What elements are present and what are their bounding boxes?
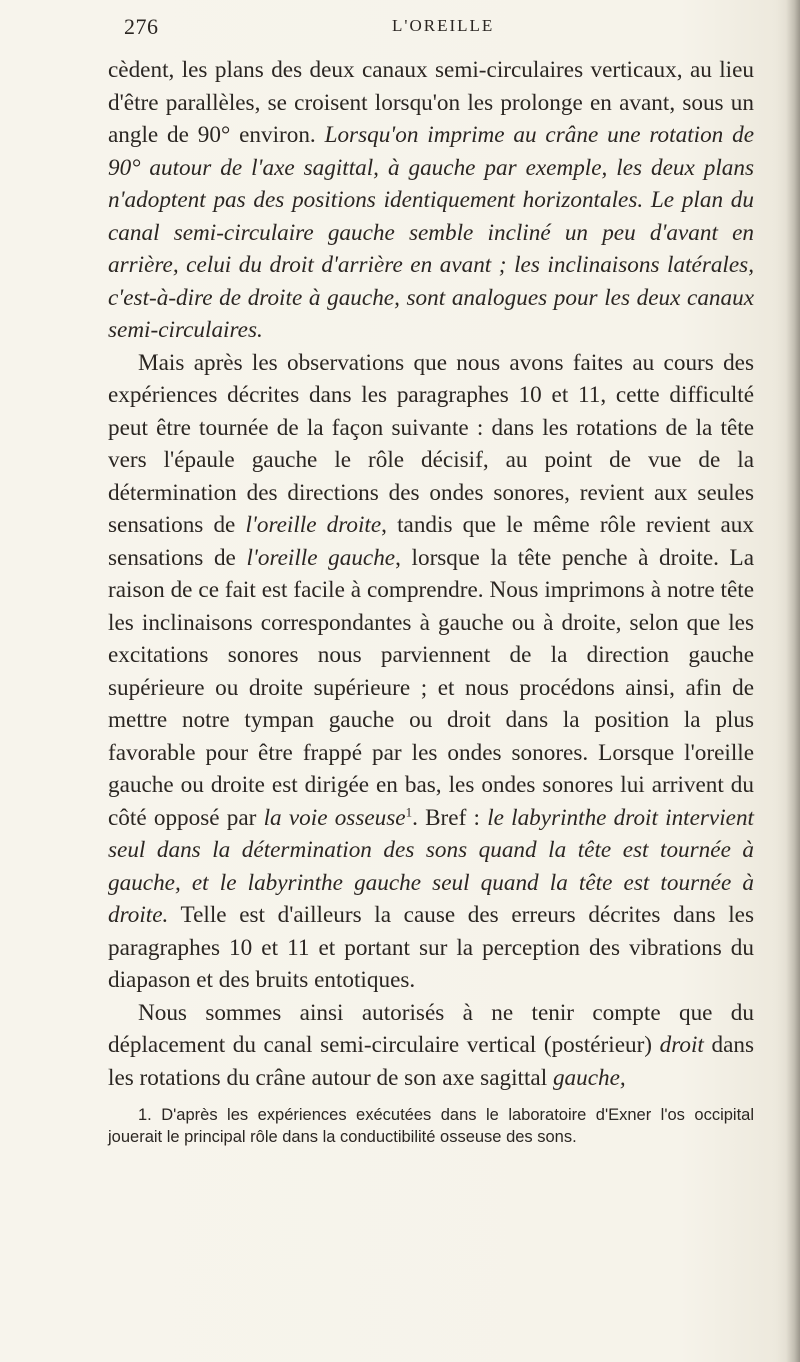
text-run: cèdent, les plans des deux canaux semi-circulaires verticaux, au lieu d'être parallèles, se croisent lorsqu'on les prolonge en avant, sous un angle de 90° environ. (108, 57, 754, 148)
page-edge-shadow (786, 0, 800, 1362)
italic-run: l'oreille gauche (246, 544, 396, 571)
text-run: . Bref : (412, 804, 488, 831)
italic-run: la voie osseuse (263, 804, 406, 831)
footnote-marker: 1 (405, 803, 413, 819)
page-header (0, 14, 800, 44)
body-text (108, 54, 754, 1094)
text-run: Nous sommes ainsi autorisés à ne tenir compte que du déplacement du canal semi-circulaire vertical (postérieur) (108, 999, 754, 1058)
italic-run: gauche, (552, 1064, 626, 1091)
text-run: , lorsque la tête penche à droite. La raison de ce fait est facile à comprendre. Nous imprimons à notre tête les inclinaisons correspondantes à gauche ou à droite, selon que les excitations sonores nous parviennent de la direction gauche supérieure ou droite supérieure ; et nous procédons ainsi, afin de mettre notre tympan gauche ou droit dans la position la plus favorable pour être frappé par les ondes sonores. Lorsque l'oreille gauche ou droite est dirigée en bas, les ondes sonores lui arrivent du côté opposé par (108, 544, 754, 831)
paragraph (108, 347, 754, 997)
italic-run: droit (659, 1032, 704, 1058)
running-head: L'OREILLE (392, 16, 495, 35)
text-run: , tandis que le même rôle revient aux sensations de (108, 512, 754, 571)
text-run: Mais après les observations que nous avons faites au cours des expériences décrites dans les paragraphes 10 et 11, cette difficulté peut être tournée de la façon suivante : dans les rotations de la tête vers l'épaule gauche le rôle décisif, au point de vue de la détermination des directions des ondes sonores, revient aux seules sensations de (108, 349, 754, 538)
paragraph (108, 54, 754, 347)
text-run: Telle est d'ailleurs la cause des erreurs décrites dans les paragraphes 10 et 11 et portant sur la perception des vibrations du diapason et des bruits entotiques. (108, 902, 754, 993)
italic-run: Lorsqu'on imprime au crâne une rotation de 90° autour de l'axe sagittal, à gauche par exemple, les deux plans n'adoptent pas des positions identiquement horizontales. Le plan du canal semi-circulaire gauche semble incliné un peu d'avant en arrière, celui du droit d'arrière en avant ; les inclinaisons latérales, c'est-à-dire de droite à gauche, sont analogues pour les deux canaux semi-circulaires. (108, 122, 754, 343)
italic-run: l'oreille droite (245, 512, 382, 538)
text-run: dans les rotations du crâne autour de son axe sagittal (108, 1032, 754, 1091)
footnote: 1. D'après les expériences exécutées dans le laboratoire d'Exner l'os occipital jouerait le principal rôle dans la conductibilité osseuse des sons. (108, 1106, 754, 1146)
paragraph (108, 997, 754, 1095)
italic-run: le labyrinthe droit intervient seul dans la détermination des sons quand la tête est tournée à gauche, et le labyrinthe gauche seul quand la tête est tournée à droite. (108, 804, 754, 928)
page-number: 276 (124, 14, 159, 39)
